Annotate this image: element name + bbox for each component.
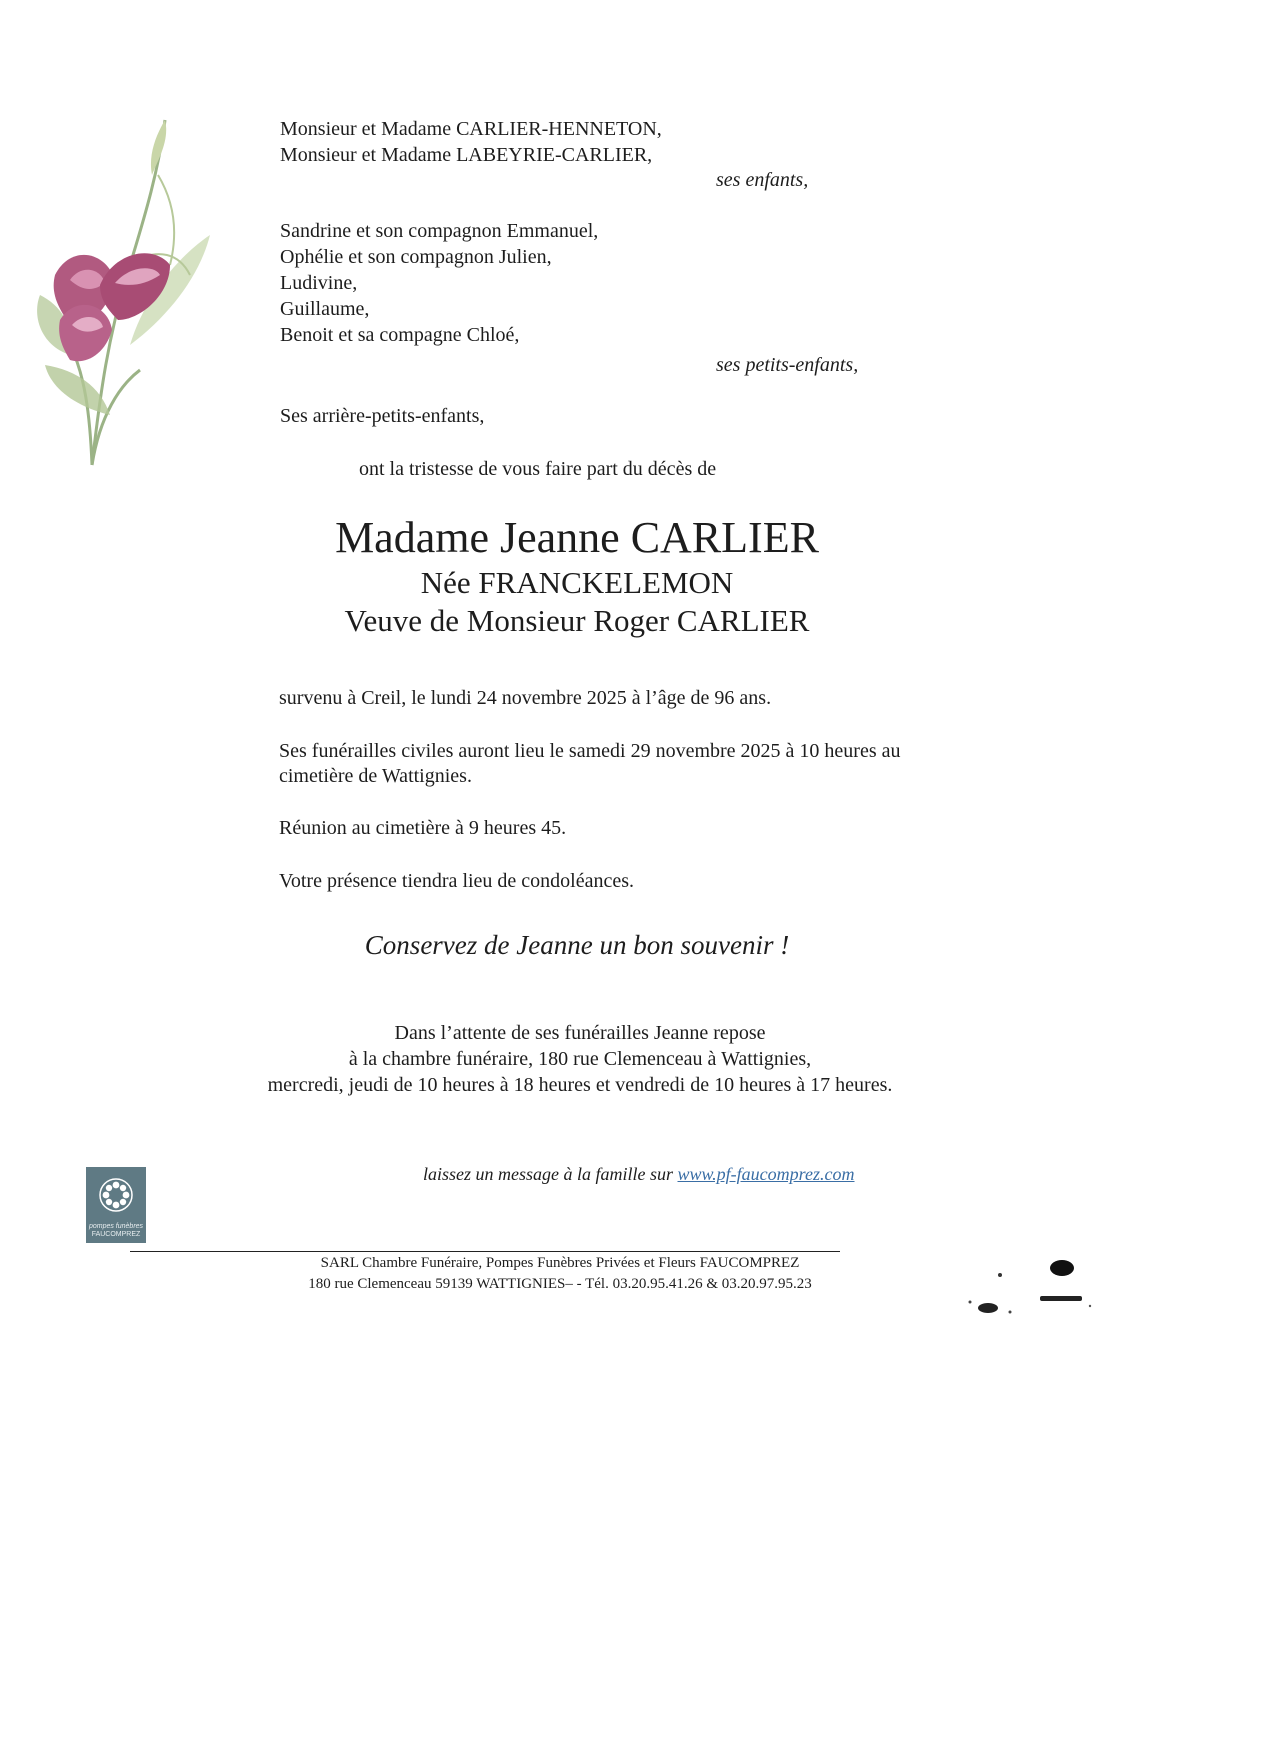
grandchildren-role: ses petits-enfants, [716,354,859,376]
message-line [423,1161,855,1187]
children-role: ses enfants, [716,169,809,191]
meeting-details: Réunion au cimetière à 9 heures 45. [279,817,567,839]
logo-text: pompes funèbres FAUCOMPREZ [88,1223,144,1238]
repose-line3: mercredi, jeudi de 10 heures à 18 heures et vendredi de 10 heures à 17 heures. [267,1074,893,1096]
repose-line2: à la chambre funéraire, 180 rue Clemenceau à Wattignies, [348,1048,812,1070]
footer-company: SARL Chambre Funéraire, Pompes Funèbres Privées et Fleurs FAUCOMPREZ [320,1255,800,1271]
repose-line1: Dans l’attente de ses funérailles Jeanne repose [394,1022,766,1044]
deceased-name: Madame Jeanne CARLIER [335,513,819,562]
website-link[interactable]: www.pf-faucomprez.com [677,1164,855,1184]
souvenir-quote: Conservez de Jeanne un bon souvenir ! [364,930,790,960]
child-line: Monsieur et Madame LABEYRIE-CARLIER, [280,144,653,166]
footer-address: 180 rue Clemenceau 59139 WATTIGNIES– - Tél. 03.20.95.41.26 & 03.20.97.95.23 [308,1276,812,1292]
message-prefix: laissez un message à la famille sur [423,1164,673,1184]
scan-artifacts [940,1250,1120,1330]
grandchild-line: Ludivine, [280,272,358,294]
great-grandchildren-line: Ses arrière-petits-enfants, [280,405,485,427]
faucomprez-logo [86,1167,146,1243]
death-details: survenu à Creil, le lundi 24 novembre 2025 à l’âge de 96 ans. [279,687,772,709]
deceased-birth-name: Née FRANCKELEMON [420,565,734,600]
announcement-text: ont la tristesse de vous faire part du décès de [359,458,717,480]
grandchild-line: Ophélie et son compagnon Julien, [280,246,552,268]
grandchild-line: Benoit et sa compagne Chloé, [280,324,520,346]
funeral-details-line1: Ses funérailles civiles auront lieu le samedi 29 novembre 2025 à 10 heures au [279,740,901,762]
grandchild-line: Sandrine et son compagnon Emmanuel, [280,220,599,242]
grandchild-line: Guillaume, [280,298,370,320]
calla-lily-illustration [30,115,215,475]
condolences-note: Votre présence tiendra lieu de condoléances. [279,870,635,892]
child-line: Monsieur et Madame CARLIER-HENNETON, [280,118,662,140]
deceased-widow-of: Veuve de Monsieur Roger CARLIER [344,603,810,638]
funeral-details-line2: cimetière de Wattignies. [279,765,472,787]
footer-divider [130,1251,840,1252]
flower-emblem-icon [98,1177,134,1213]
